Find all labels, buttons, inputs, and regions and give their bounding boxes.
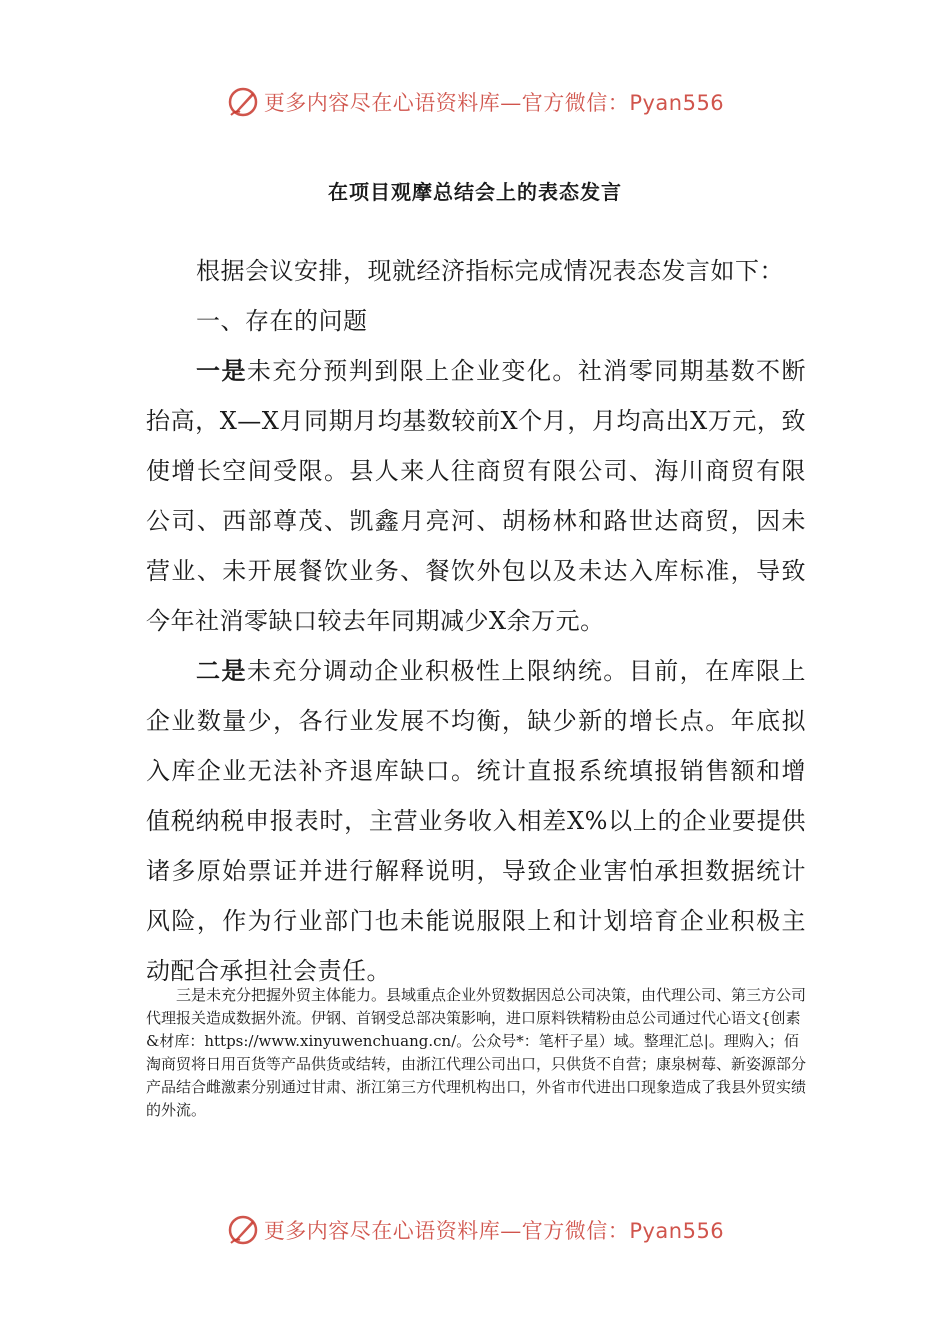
point-1-paragraph [146,346,806,646]
point-2-text: 未充分调动企业积极性上限纳统。目前，在库限上企业数量少，各行业发展不均衡，缺少新的增长点。年底拟入库企业无法补齐退库缺口。统计直报系统填报销售额和增值税纳税申报表时，主营业务收入相差X%以上的企业要提供诸多原始票证并进行解释说明，导致企业害怕承担数据统计风险，作为行业部门也未能说服限上和计划培育企业积极主动配合承担社会责任。 [146,657,807,985]
section-heading: 一、存在的问题 [196,307,368,335]
watermark-text: 更多内容尽在心语资料库—官方微信：Pyan556 [263,91,725,115]
document-body [146,246,806,996]
quill-logo-icon [226,1213,260,1247]
watermark-banner-bottom [0,1210,950,1250]
document-title: 在项目观摩总结会上的表态发言 [328,180,622,204]
watermark-text: 更多内容尽在心语资料库—官方微信：Pyan556 [263,1219,725,1243]
point-1-text: 未充分预判到限上企业变化。社消零同期基数不断抬高，X—X月同期月均基数较前X个月，月均高出X万元，致使增长空间受限。县人来人往商贸有限公司、海川商贸有限公司、西部尊茂、凯鑫月亮河、胡杨林和路世达商贸，因未营业、未开展餐饮业务、餐饮外包以及未达入库标准，导致今年社消零缺口较去年同期减少X余万元。 [146,357,807,635]
wechat-id: Pyan556 [629,1219,725,1243]
wechat-id: Pyan556 [629,91,725,115]
point-1-lead: 一是 [196,357,247,385]
quill-logo-icon [226,85,260,119]
point-2-paragraph [146,646,806,996]
point-3-paragraph: 三是未充分把握外贸主体能力。县域重点企业外贸数据因总公司决策，由代理公司、第三方公司代理报关造成数据外流。伊钢、首钢受总部决策影响，进口原料铁精粉由总公司通过代心语文{创素&材库：https://www.xinyuwenchuang.cn/。公众号*：笔杆子星）域。整理汇总|。理购入；佰淘商贸将日用百货等产品供货或结转，由浙江代理公司出口，只供货不自营；康泉树莓、新姿源部分产品结合雌激素分别通过甘肃、浙江第三方代理机构出口，外省市代进出口现象造成了我县外贸实绩的外流。 [146,986,807,1119]
point-2-lead: 二是 [196,657,247,685]
intro-paragraph: 根据会议安排，现就经济指标完成情况表态发言如下： [196,257,784,285]
watermark-banner-top [0,82,950,122]
